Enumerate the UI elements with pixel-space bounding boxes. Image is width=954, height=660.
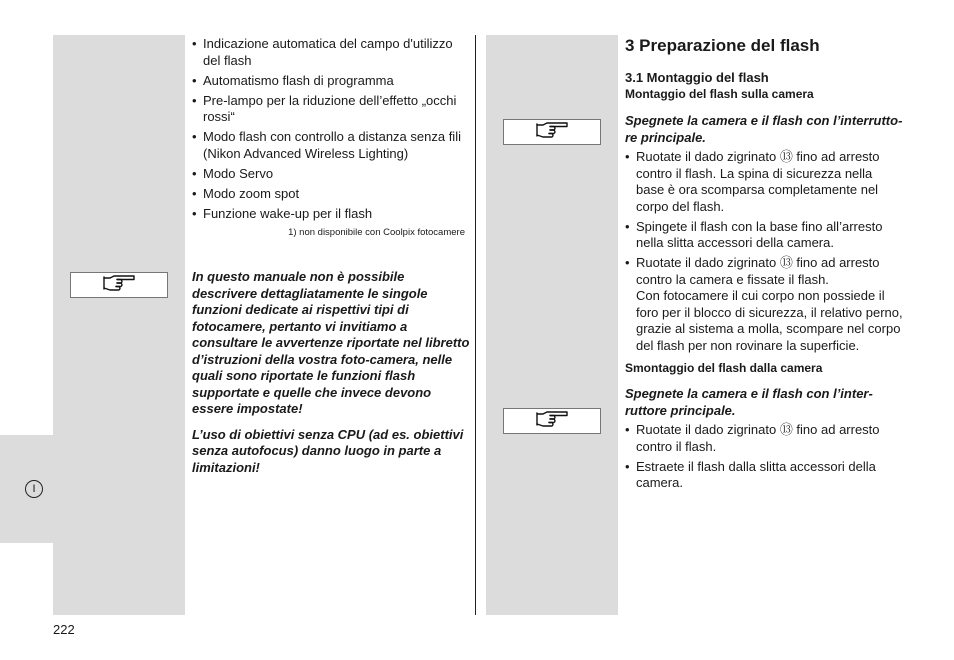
footnote: 1) non disponibile con Coolpix fotocamere [288,227,465,238]
left-notes [192,269,472,485]
list-item: • Ruotate il dado zigrinato ⑬ fino ad arresto contro il flash. La spina di sicurezza nella base è ora scomparsa completamente nel corpo del flash. [625,149,903,215]
pointing-hand-icon [101,274,137,297]
list-item: • Automatismo flash di programma [192,73,472,90]
list-item: • Funzione wake-up per il flash [192,206,472,223]
note-switch-off-mount: Spegnete la camera e il flash con l’interrutto-re principale. [625,113,903,145]
subheading-remove: Smontaggio del flash dalla camera [625,361,823,375]
list-item: • Estraete il flash dalla slitta accessori della camera. [625,459,903,492]
left-margin-panel [53,35,185,615]
list-item-text: Ruotate il dado zigrinato ⑬ fino ad arresto contro la camera e fissate il flash. [636,255,880,287]
feature-list [192,36,472,222]
list-item: • Modo zoom spot [192,186,472,203]
mount-steps [625,149,903,354]
section-title: 3.1 Montaggio del flash [625,70,769,85]
list-item: • Pre-lampo per la riduzione dell’effetto „occhi rossi“ [192,93,472,126]
language-tab-label [25,480,43,498]
right-text-column [625,36,903,495]
list-item: • Indicazione automatica del campo d'utilizzo del flash [192,36,472,69]
list-item: • Spingete il flash con la base fino all’arresto nella slitta accessori della camera. [625,219,903,252]
page-number: 222 [53,622,75,637]
note-marker-left [70,272,168,298]
note-marker-remove [503,408,601,434]
list-item [625,255,903,354]
note-marker-mount [503,119,601,145]
pointing-hand-icon [534,121,570,144]
list-item-extra: Con fotocamere il cui corpo non possiede il foro per il blocco di sicurezza, il relativo perno, grazie al sistema a molla, scompare nel corpo del flash per non rovinare la superficie. [636,288,903,353]
note-cpu-lenses: L’uso di obiettivi senza CPU (ad es. obiettivi senza autofocus) danno luogo in parte a limitazioni! [192,426,464,475]
note-compatibility: In questo manuale non è possibile descrivere dettagliatamente le singole funzioni dedicate ai rispettivi tipi di fotocamere, pertanto vi invitiamo a consultare le avvertenze riportate nel libretto d’istruzioni della vostra foto-camera, nelle quali sono riportate le funzioni flash supportate e quelle che invece devono essere impostate! [192,269,470,416]
list-item: • Modo Servo [192,166,472,183]
list-item: • Ruotate il dado zigrinato ⑬ fino ad arresto contro il flash. [625,422,903,455]
pointing-hand-icon [534,410,570,433]
language-tab-letter: I [32,482,36,495]
list-item: • Modo flash con controllo a distanza senza fili (Nikon Advanced Wireless Lighting) [192,129,472,162]
column-divider [475,35,476,615]
chapter-title: 3 Preparazione del flash [625,36,820,55]
subheading-mount: Montaggio del flash sulla camera [625,87,814,101]
note-switch-off-remove: Spegnete la camera e il flash con l’inter-ruttore principale. [625,386,873,418]
remove-steps [625,422,903,492]
left-text-column [192,36,472,226]
